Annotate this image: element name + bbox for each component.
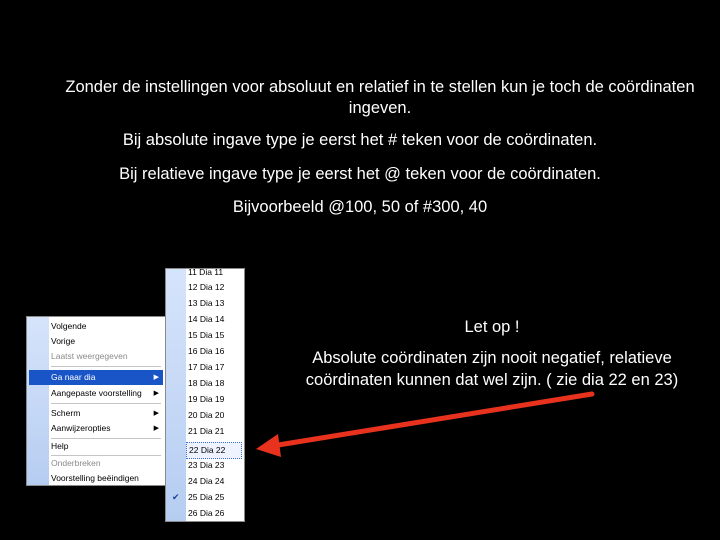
slide-item-label: 16 Dia 16 [188, 346, 225, 356]
instruction-text-3: Bij relatieve ingave type je eerst het @ teken voor de coördinaten. [119, 165, 601, 183]
menu-item-label: Help [51, 441, 69, 451]
slide-item-label: 11 Dia 11 [188, 268, 224, 277]
slide-item-label: 20 Dia 20 [188, 410, 225, 420]
submenu-arrow-icon: ▶ [153, 390, 159, 397]
menu-item-label: Ga naar dia [51, 372, 96, 382]
menu-item-label: Laatst weergegeven [51, 351, 128, 361]
submenu-arrow-icon: ▶ [153, 425, 159, 432]
menu-item-label: Onderbreken [51, 458, 101, 468]
slide-item-label: 13 Dia 13 [188, 298, 225, 308]
slide-item-label: 22 Dia 22 [189, 445, 226, 455]
menu-item-label: Scherm [51, 408, 81, 418]
submenu-arrow-icon: ▶ [153, 374, 159, 381]
menu-item-label: Volgende [51, 321, 87, 331]
slide-item-label: 12 Dia 12 [188, 282, 225, 292]
example-text: Bijvoorbeeld @100, 50 of #300, 40 [232, 198, 488, 216]
slide-item-label: 15 Dia 15 [188, 330, 225, 340]
slide-item-label: 21 Dia 21 [188, 426, 225, 436]
slide-item-label: 23 Dia 23 [188, 460, 225, 470]
note-title: Let op ! [464, 318, 520, 336]
slide-item-label: 14 Dia 14 [188, 314, 225, 324]
submenu-arrow-icon: ▶ [153, 410, 159, 417]
red-arrow-head [256, 434, 281, 457]
slide-item-label: 26 Dia 26 [188, 508, 225, 518]
instruction-text-2: Bij absolute ingave type je eerst het # teken voor de coördinaten. [122, 131, 598, 149]
note-body: Absolute coördinaten zijn nooit negatief, relatieve coördinaten kunnen dat wel zijn. ( zie dia 22 en 23) [305, 349, 679, 389]
slide-item-label: 24 Dia 24 [188, 476, 225, 486]
menu-item-label: Vorige [51, 336, 76, 346]
menu-item-label: Voorstelling beëindigen [51, 473, 139, 483]
red-arrow-shaft [272, 394, 592, 446]
slide-item-label: 17 Dia 17 [188, 362, 225, 372]
menu-item-label: Aangepaste voorstelling [51, 388, 142, 398]
menu-item-label: Aanwijzeropties [51, 423, 111, 433]
slide-item-label: 25 Dia 25 [188, 492, 225, 502]
instruction-text-1: Zonder de instellingen voor absoluut en relatief in te stellen kun je toch de coördinaten ingeven. [65, 78, 695, 117]
slide-item-label: 19 Dia 19 [188, 394, 225, 404]
checkmark-icon: ✔ [172, 492, 180, 502]
slide-item-label: 18 Dia 18 [188, 378, 225, 388]
